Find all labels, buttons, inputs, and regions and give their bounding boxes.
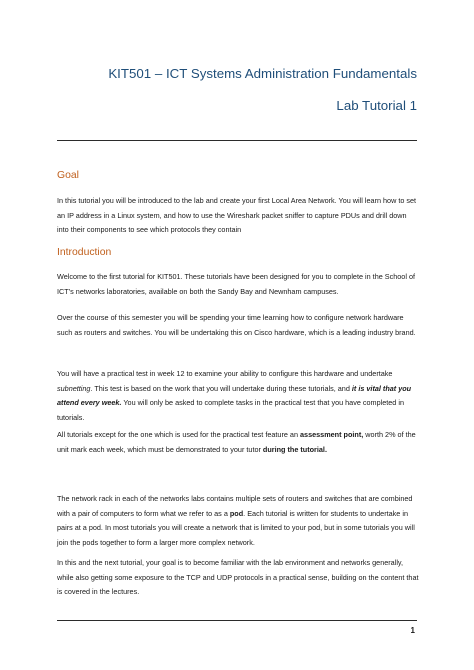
p3-text-3: You will only be asked to complete tasks in the practical test that you have completed in tutorials. <box>57 398 404 422</box>
p4-text-1: All tutorials except for the one which is used for the practical test feature an <box>57 430 301 439</box>
p3-text-1: You will have a practical test in week 12 to examine your ability to configure this hardware and undertake <box>57 369 393 378</box>
goal-paragraph: In this tutorial you will be introduced to the lab and create your first Local Area Network. You will learn how to set an IP address in a Linux system, and how to use the Wireshark packet sniffer to capture PDUs and drill down into their components to see which protocols they contain <box>57 196 417 235</box>
p5-text-2: . Each tutorial is written for students to undertake in pairs at a pod. In most tutorials you will create a network that is limited to your pod, but in some tutorials you will join the pods together to form a larger more complex network. <box>57 508 415 547</box>
p5-text-1: The network rack in each of the networks labs contains multiple sets of routers and switches that are combined with a pair of computers to form what we refer to as a <box>57 494 413 518</box>
intro-paragraph-2: Over the course of this semester you will be spending your time learning how to configure network hardware such as routers and switches. You will be undertaking this on Cisco hardware, which is a leading industry brand. <box>57 313 416 337</box>
p3-emphasis: it is vital that you attend every week. <box>57 383 412 408</box>
p4-assessment-point: assessment point, <box>300 430 364 439</box>
intro-paragraph-6: In this and the next tutorial, your goal is to become familiar with the lab environment and networks generally, while also getting some exposure to the TCP and UDP protocols in a practical sense, building on the content that is covered in the lectures. <box>57 558 419 597</box>
document-subtitle: Lab Tutorial 1 <box>336 98 417 113</box>
intro-paragraph-4 <box>57 428 419 457</box>
introduction-heading: Introduction <box>57 247 112 258</box>
footer-rule <box>57 620 417 621</box>
page-number: 1 <box>410 626 415 635</box>
p4-text-2: worth 2% of the unit mark each week, which must be demonstrated to your tutor <box>57 430 416 454</box>
intro-paragraph-5 <box>57 492 419 550</box>
header-rule <box>57 140 417 141</box>
p4-during-tutorial: during the tutorial. <box>262 444 327 454</box>
course-title: KIT501 – ICT Systems Administration Fundamentals <box>108 66 417 81</box>
p3-subnetting: subnetting <box>57 383 91 393</box>
intro-paragraph-1: Welcome to the first tutorial for KIT501. These tutorials have been designed for you to complete in the School of ICT’s networks laboratories, available on both the Sandy Bay and Newnham campuses. <box>57 272 416 296</box>
intro-paragraph-3 <box>57 367 419 425</box>
p3-text-2: . This test is based on the work that you will undertake during these tutorials, and <box>90 383 352 393</box>
goal-heading: Goal <box>57 170 79 181</box>
p5-pod: pod <box>229 508 244 518</box>
